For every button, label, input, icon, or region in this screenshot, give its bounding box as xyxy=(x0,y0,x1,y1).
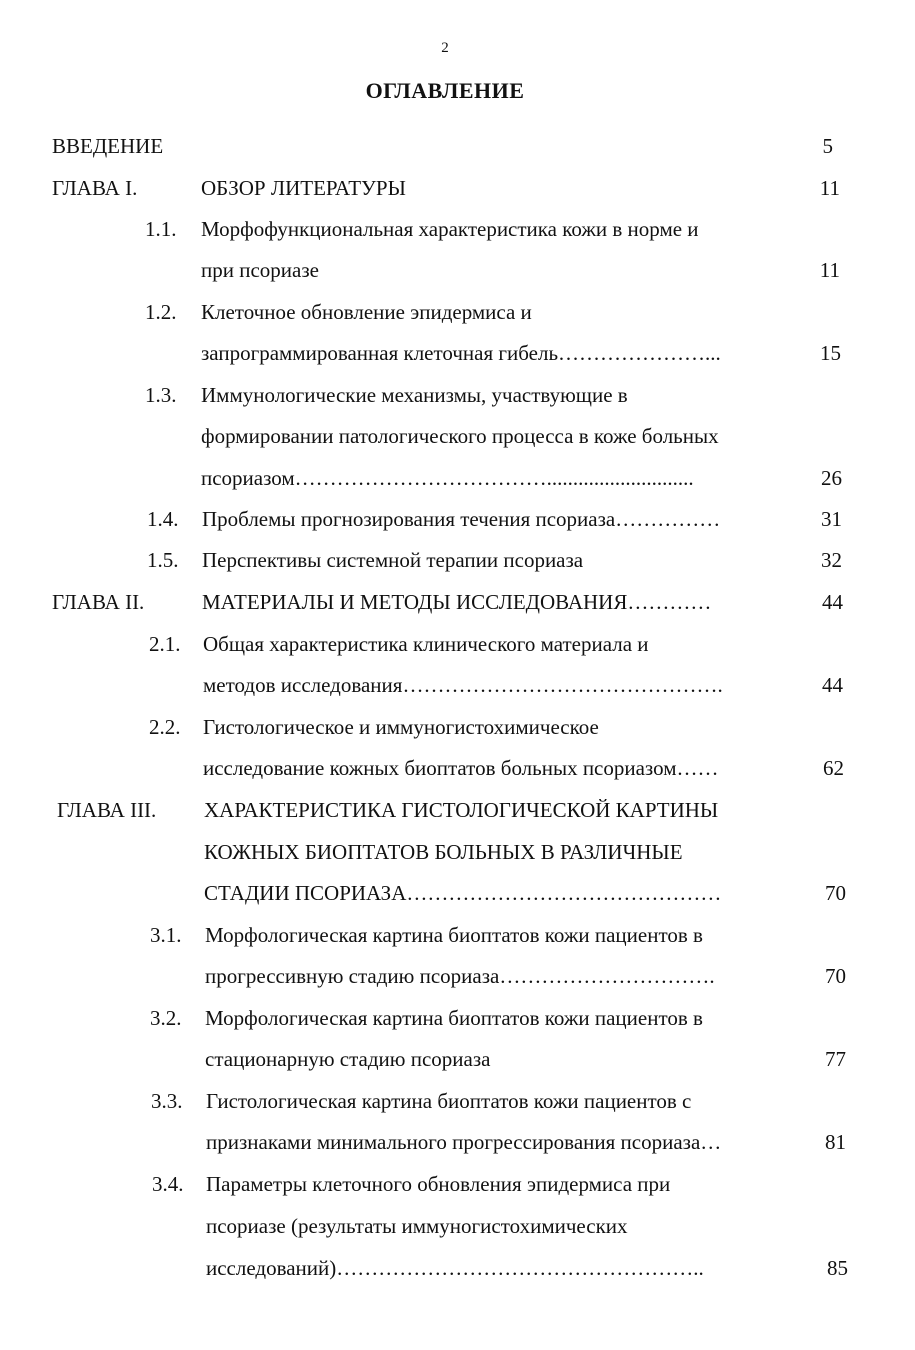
toc-entry-text: методов исследования………………………………………. xyxy=(203,673,723,697)
toc-entry-text: исследований)…………………………………………….. xyxy=(206,1256,704,1280)
toc-page-number: 85 xyxy=(827,1256,848,1280)
toc-page-number: 15 xyxy=(820,341,841,365)
toc-line xyxy=(0,336,880,370)
toc-section-number: 1.2. xyxy=(145,300,177,324)
toc-entry-text: Морфологическая картина биоптатов кожи пациентов в xyxy=(205,923,703,947)
toc-line xyxy=(0,1167,880,1201)
toc-line xyxy=(0,253,880,287)
toc-page-number: 31 xyxy=(821,507,842,531)
toc-section-number: 1.5. xyxy=(147,548,179,572)
toc-label: ГЛАВА III. xyxy=(57,798,157,822)
toc-section-number: 2.2. xyxy=(149,715,181,739)
toc-entry-text: Параметры клеточного обновления эпидермиса при xyxy=(206,1172,671,1196)
toc-entry-text: Гистологическое и иммуногистохимическое xyxy=(203,715,599,739)
toc-entry-text: псориазе (результаты иммуногистохимических xyxy=(206,1214,628,1238)
toc-page-number: 81 xyxy=(825,1130,846,1154)
toc-entry-text: признаками минимального прогрессирования псориаза… xyxy=(206,1130,722,1154)
toc-entry-text: Морфофункциональная характеристика кожи в норме и xyxy=(201,217,699,241)
toc-entry-text: ХАРАКТЕРИСТИКА ГИСТОЛОГИЧЕСКОЙ КАРТИНЫ xyxy=(204,798,719,822)
toc-section-number: 1.3. xyxy=(145,383,177,407)
toc-line xyxy=(0,710,880,744)
toc-line xyxy=(0,627,880,661)
toc-entry-text: КОЖНЫХ БИОПТАТОВ БОЛЬНЫХ В РАЗЛИЧНЫЕ xyxy=(204,840,683,864)
toc-line xyxy=(0,1042,880,1076)
toc-line xyxy=(0,461,880,495)
page-number: 2 xyxy=(441,40,449,56)
toc-line xyxy=(0,918,880,952)
toc-line xyxy=(0,835,880,869)
toc-entry-text: Перспективы системной терапии псориаза xyxy=(202,548,584,572)
toc-entry-text: Клеточное обновление эпидермиса и xyxy=(201,300,532,324)
toc-page-number: 77 xyxy=(825,1047,846,1071)
toc-page-number: 44 xyxy=(822,673,843,697)
toc-line xyxy=(0,378,880,412)
toc-line xyxy=(0,212,880,246)
toc-line xyxy=(0,171,880,205)
toc-label: ВВЕДЕНИЕ xyxy=(52,134,164,158)
toc-line xyxy=(0,129,880,163)
toc-line xyxy=(0,585,880,619)
toc-page-number: 11 xyxy=(819,176,840,200)
toc-entry-text: запрограммированная клеточная гибель…………………... xyxy=(201,341,721,365)
toc-page-number: 70 xyxy=(825,881,846,905)
toc-line xyxy=(0,1251,880,1285)
toc-entry-text: Гистологическая картина биоптатов кожи пациентов с xyxy=(206,1089,692,1113)
toc-line xyxy=(0,793,880,827)
toc-entry-text: Иммунологические механизмы, участвующие в xyxy=(201,383,628,407)
toc-line xyxy=(0,959,880,993)
toc-entry-text: прогрессивную стадию псориаза…………………………. xyxy=(205,964,715,988)
toc-section-number: 1.4. xyxy=(147,507,179,531)
toc-entry-text: Морфологическая картина биоптатов кожи пациентов в xyxy=(205,1006,703,1030)
toc-page-number: 70 xyxy=(825,964,846,988)
toc-page-number: 11 xyxy=(819,258,840,282)
toc-line xyxy=(0,543,880,577)
toc-line xyxy=(0,668,880,702)
toc-label: ГЛАВА I. xyxy=(52,176,138,200)
toc-page-number: 32 xyxy=(821,548,842,572)
toc-entry-text: псориазом………………………………............................ xyxy=(201,466,694,490)
toc-section-number: 2.1. xyxy=(149,632,181,656)
toc-section-number: 3.4. xyxy=(152,1172,184,1196)
toc-page-number: 62 xyxy=(823,756,844,780)
toc-entry-text: стационарную стадию псориаза xyxy=(205,1047,491,1071)
toc-line xyxy=(0,502,880,536)
toc-page-number: 44 xyxy=(822,590,843,614)
toc-line xyxy=(0,1084,880,1118)
toc-line xyxy=(0,1125,880,1159)
toc-line xyxy=(0,751,880,785)
toc-entry-text: формировании патологического процесса в коже больных xyxy=(201,424,719,448)
toc-section-number: 3.1. xyxy=(150,923,182,947)
toc-entry-text: исследование кожных биоптатов больных псориазом…… xyxy=(203,756,719,780)
toc-page-number: 26 xyxy=(821,466,842,490)
toc-label: ГЛАВА II. xyxy=(52,590,145,614)
toc-entry-text: СТАДИИ ПСОРИАЗА……………………………………… xyxy=(204,881,722,905)
toc-line xyxy=(0,419,880,453)
toc-section-number: 3.3. xyxy=(151,1089,183,1113)
toc-line xyxy=(0,876,880,910)
toc-line xyxy=(0,1001,880,1035)
toc-section-number: 1.1. xyxy=(145,217,177,241)
toc-page-number: 5 xyxy=(822,134,833,158)
toc-entry-text: Проблемы прогнозирования течения псориаза…………… xyxy=(202,507,721,531)
page-title: ОГЛАВЛЕНИЕ xyxy=(365,78,525,103)
toc-entry-text: при псориазе xyxy=(201,258,319,282)
toc-section-number: 3.2. xyxy=(150,1006,182,1030)
toc-entry-text: ОБЗОР ЛИТЕРАТУРЫ xyxy=(201,176,406,200)
toc-line xyxy=(0,295,880,329)
toc-entry-text: МАТЕРИАЛЫ И МЕТОДЫ ИССЛЕДОВАНИЯ………… xyxy=(202,590,712,614)
toc-entry-text: Общая характеристика клинического материала и xyxy=(203,632,649,656)
toc-line xyxy=(0,1209,880,1243)
